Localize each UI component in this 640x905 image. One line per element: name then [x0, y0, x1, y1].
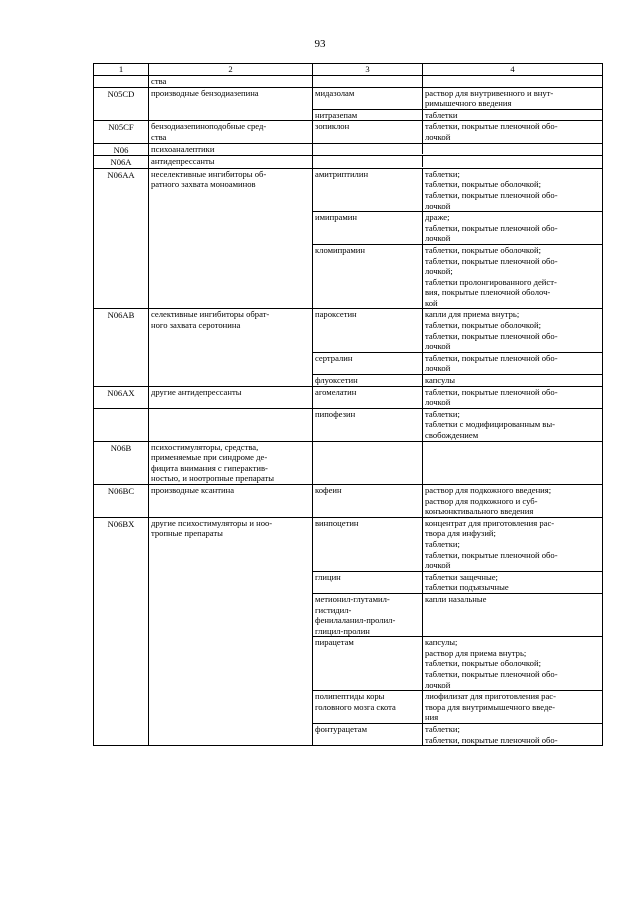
drug-list: [313, 386, 603, 408]
dosage-form-line: таблетки, покрытые пленочной обо-: [425, 549, 558, 560]
atc-code: N05CF: [94, 121, 149, 143]
drug-name-line: агомелатин: [315, 386, 357, 397]
dosage-form-line: таблетки, покрытые пленочной обо-: [425, 330, 558, 341]
dosage-form-line: таблетки пролонгированного дейст-: [425, 276, 557, 287]
empty-cell: [423, 442, 602, 484]
dosage-form-line: таблетки, покрытые оболочкой;: [425, 320, 541, 331]
dosage-forms: [423, 353, 602, 374]
empty-cell: [313, 76, 423, 87]
atc-code: N06BC: [94, 484, 149, 517]
group-text-line: другие психостимуляторы и ноо-: [151, 517, 273, 528]
anatomical-therapeutic-group: [149, 484, 313, 517]
dosage-form-line: раствор для подкожного и суб-: [425, 495, 538, 506]
dosage-form-line: лочкой: [425, 131, 451, 142]
dosage-forms: [423, 637, 602, 690]
drug-name: [313, 212, 423, 244]
anatomical-therapeutic-group: [149, 517, 313, 745]
drug-entry: [313, 485, 602, 517]
drug-classification-table: [93, 63, 603, 746]
dosage-form-line: таблетки, покрытые пленочной обо-: [425, 669, 558, 680]
table-row: [94, 143, 603, 156]
group-text-line: селективные ингибиторы обрат-: [151, 309, 270, 320]
dosage-forms: [423, 110, 602, 121]
dosage-form-line: лочкой: [425, 397, 451, 408]
page-number: 93: [314, 38, 326, 50]
group-text-line: ратного захвата моноаминов: [151, 179, 256, 190]
dosage-form-line: твора для внутримышечного введе-: [425, 701, 556, 712]
drug-list: [313, 408, 603, 441]
drug-list: [313, 121, 603, 143]
table-row: [94, 484, 603, 517]
drug-list: [313, 143, 603, 156]
dosage-form-line: таблетки, покрытые оболочкой;: [425, 179, 541, 190]
empty-drug-cell: [313, 144, 602, 155]
drug-entry: [313, 387, 602, 408]
group-text-line: [151, 409, 310, 420]
empty-drug-cell: [313, 76, 602, 87]
drug-name-line: полипептиды коры: [315, 691, 385, 702]
drug-name-line: пирацетам: [315, 637, 354, 648]
atc-code: N06AA: [94, 168, 149, 309]
dosage-form-line: лочкой: [425, 200, 451, 211]
drug-name: [313, 572, 423, 593]
drug-name: [313, 169, 423, 211]
drug-name: [313, 353, 423, 374]
drug-name: [313, 637, 423, 690]
drug-name: [313, 88, 423, 109]
drug-name: [313, 309, 423, 351]
empty-cell: [423, 144, 602, 155]
dosage-form-line: таблетки, покрытые пленочной обо-: [425, 255, 558, 266]
drug-name-line: глицил-пролин: [315, 625, 370, 636]
drug-name-line: пипофезин: [315, 408, 356, 419]
dosage-form-line: твора для инфузий;: [425, 528, 496, 539]
atc-code: [94, 76, 149, 88]
empty-cell: [313, 442, 423, 484]
drug-name: [313, 594, 423, 636]
dosage-form-line: кой: [425, 297, 438, 308]
drug-entry: [313, 409, 602, 441]
dosage-form-line: свобождением: [425, 430, 479, 440]
dosage-form-line: таблетки;: [425, 408, 460, 419]
drug-entry: [313, 121, 602, 142]
drug-entry: [313, 690, 602, 723]
drug-name-line: глицин: [315, 571, 341, 582]
column-header: 1: [94, 64, 149, 76]
group-text-line: бензодиазепиноподобные сред-: [151, 121, 267, 132]
drug-name-line: кофеин: [315, 484, 342, 495]
dosage-forms: [423, 409, 602, 441]
drug-entry: [313, 109, 602, 121]
group-text-line: другие антидепрессанты: [151, 386, 242, 397]
dosage-forms: [423, 245, 602, 309]
dosage-form-line: таблетки;: [425, 168, 460, 179]
drug-entry: [313, 571, 602, 593]
dosage-form-line: раствор для приема внутрь;: [425, 647, 527, 658]
dosage-form-line: ния: [425, 712, 439, 723]
drug-name: [313, 409, 423, 441]
dosage-form-line: вия, покрытые пленочной оболоч-: [425, 287, 551, 298]
table-row: [94, 386, 603, 408]
dosage-form-line: капли для приема внутрь;: [425, 309, 520, 320]
dosage-form-line: таблетки, покрытые пленочной обо-: [425, 189, 558, 200]
drug-entry: [313, 211, 602, 244]
dosage-form-line: лочкой: [425, 679, 451, 690]
drug-entry: [313, 723, 602, 745]
drug-entry: [313, 352, 602, 374]
atc-code: N06AX: [94, 386, 149, 408]
dosage-forms: [423, 594, 602, 636]
dosage-form-line: таблетки с модифицированным вы-: [425, 419, 556, 430]
drug-name: [313, 245, 423, 309]
drug-entry: [313, 636, 602, 690]
drug-name: [313, 110, 423, 121]
drug-name: [313, 121, 423, 142]
group-text-line: тропные препараты: [151, 528, 223, 539]
dosage-forms: [423, 169, 602, 211]
anatomical-therapeutic-group: [149, 121, 313, 143]
drug-entry: [313, 244, 602, 309]
atc-code: N06: [94, 143, 149, 156]
dosage-form-line: таблетки, покрытые пленочной обо-: [425, 222, 558, 233]
empty-cell: [423, 76, 602, 87]
dosage-form-line: таблетки;: [425, 538, 460, 549]
dosage-form-line: концентрат для приготовления рас-: [425, 517, 555, 528]
drug-name-line: фонтурацетам: [315, 724, 368, 735]
group-text-line: ства: [151, 76, 167, 86]
atc-code: N06A: [94, 156, 149, 169]
drug-name-line: пароксетин: [315, 309, 357, 320]
group-text-line: применяемые при синдроме де-: [151, 452, 268, 463]
empty-cell: [313, 144, 423, 155]
dosage-form-line: лочкой: [425, 341, 451, 352]
dosage-form-line: таблетки;: [425, 724, 460, 735]
dosage-form-line: лочкой;: [425, 266, 453, 277]
dosage-forms: [423, 387, 602, 408]
drug-entry: [313, 374, 602, 386]
drug-list: [313, 156, 603, 169]
anatomical-therapeutic-group: [149, 408, 313, 441]
table-row: [94, 441, 603, 484]
dosage-form-line: капсулы;: [425, 637, 458, 648]
dosage-form-line: лочкой: [425, 560, 451, 571]
dosage-forms: [423, 724, 602, 745]
atc-code: N06B: [94, 441, 149, 484]
drug-name-line: амитриптилин: [315, 168, 369, 179]
drug-entry: [313, 593, 602, 636]
drug-entry: [313, 518, 602, 571]
dosage-form-line: таблетки, покрытые пленочной обо-: [425, 352, 558, 363]
dosage-form-line: раствор для подкожного введения;: [425, 484, 552, 495]
dosage-forms: [423, 691, 602, 723]
drug-name: [313, 724, 423, 745]
dosage-form-line: лочкой: [425, 363, 451, 374]
dosage-form-line: таблетки: [425, 109, 458, 120]
dosage-forms: [423, 88, 602, 109]
drug-name-line: мидазолам: [315, 87, 355, 98]
anatomical-therapeutic-group: [149, 156, 313, 169]
atc-code: N06BX: [94, 517, 149, 745]
dosage-form-line: таблетки, покрытые оболочкой;: [425, 244, 541, 255]
dosage-form-line: таблетки, покрытые пленочной обо-: [425, 386, 558, 397]
drug-name-line: винпоцетин: [315, 517, 359, 528]
group-text-line: ного захвата серотонина: [151, 320, 241, 331]
drug-entry: [313, 88, 602, 109]
dosage-forms: [423, 572, 602, 593]
drug-name-line: нитразепам: [315, 109, 358, 120]
dosage-form-line: раствор для внутривенного и внут-: [425, 87, 554, 98]
drug-list: [313, 517, 603, 745]
anatomical-therapeutic-group: [149, 76, 313, 88]
atc-code: N06AB: [94, 309, 149, 386]
drug-list: [313, 309, 603, 386]
drug-name-line: кломипрамин: [315, 244, 365, 255]
drug-name-line: флуоксетин: [315, 375, 358, 386]
dosage-form-line: таблетки, покрытые пленочной обо-: [425, 734, 558, 745]
dosage-form-line: конъюнктивального введения: [425, 506, 534, 517]
table-row: [94, 168, 603, 309]
drug-name: [313, 691, 423, 723]
group-text-line: ства: [151, 131, 167, 142]
dosage-form-line: таблетки защечные;: [425, 571, 498, 582]
column-header: 3: [313, 64, 423, 76]
table-row: [94, 121, 603, 143]
dosage-form-line: таблетки подъязычные: [425, 582, 509, 593]
table-row: [94, 156, 603, 169]
anatomical-therapeutic-group: [149, 309, 313, 386]
group-text-line: психостимуляторы, средства,: [151, 441, 259, 452]
drug-name-line: головного мозга скота: [315, 701, 396, 712]
empty-drug-cell: [313, 442, 602, 484]
empty-cell: [313, 156, 423, 167]
drug-entry: [313, 169, 602, 211]
table-row: [94, 517, 603, 745]
group-text-line: ностью, и ноотропные препараты: [151, 473, 275, 484]
dosage-form-line: лиофилизат для приготовления рас-: [425, 691, 556, 702]
group-text-line: производные ксантина: [151, 484, 235, 495]
dosage-form-line: таблетки, покрытые оболочкой;: [425, 658, 541, 669]
table-row: [94, 309, 603, 386]
drug-list: [313, 441, 603, 484]
drug-list: [313, 87, 603, 121]
group-text-line: антидепрессанты: [151, 156, 215, 167]
dosage-forms: [423, 485, 602, 517]
group-text-line: производные бензодиазепина: [151, 87, 259, 98]
atc-code: [94, 408, 149, 441]
anatomical-therapeutic-group: [149, 168, 313, 309]
drug-name-line: фенилаланил-пролил-: [315, 615, 396, 626]
drug-list: [313, 168, 603, 309]
column-header: 2: [149, 64, 313, 76]
drug-name: [313, 375, 423, 386]
drug-name-line: имипрамин: [315, 212, 357, 223]
table-row: [94, 87, 603, 121]
atc-code: N05CD: [94, 87, 149, 121]
dosage-form-line: римышечного введения: [425, 98, 512, 109]
drug-name: [313, 485, 423, 517]
group-text-line: неселективные ингибиторы об-: [151, 168, 267, 179]
dosage-forms: [423, 518, 602, 571]
empty-drug-cell: [313, 156, 602, 167]
drug-name: [313, 518, 423, 571]
drug-name-line: гистидил-: [315, 604, 352, 615]
table-row: [94, 408, 603, 441]
anatomical-therapeutic-group: [149, 386, 313, 408]
group-text-line: фицита внимания с гиперактив-: [151, 462, 268, 473]
dosage-forms: [423, 309, 602, 351]
anatomical-therapeutic-group: [149, 87, 313, 121]
table-row: [94, 76, 603, 88]
drug-name-line: сертралин: [315, 352, 353, 363]
anatomical-therapeutic-group: [149, 441, 313, 484]
drug-name-line: зопиклон: [315, 121, 350, 132]
empty-cell: [423, 156, 602, 167]
table-header-row: [94, 64, 603, 76]
drug-list: [313, 484, 603, 517]
dosage-form-line: драже;: [425, 212, 450, 223]
drug-name-line: метионил-глутамил-: [315, 593, 390, 604]
anatomical-therapeutic-group: [149, 143, 313, 156]
dosage-forms: [423, 121, 602, 142]
dosage-forms: [423, 375, 602, 386]
dosage-forms: [423, 212, 602, 244]
drug-name: [313, 387, 423, 408]
dosage-form-line: лочкой: [425, 233, 451, 244]
group-text-line: психоаналептики: [151, 143, 215, 154]
dosage-form-line: таблетки, покрытые пленочной обо-: [425, 121, 558, 132]
column-header: 4: [423, 64, 603, 76]
drug-entry: [313, 309, 602, 351]
dosage-form-line: капли назальные: [425, 593, 487, 604]
drug-list: [313, 76, 603, 88]
dosage-form-line: капсулы: [425, 375, 456, 386]
